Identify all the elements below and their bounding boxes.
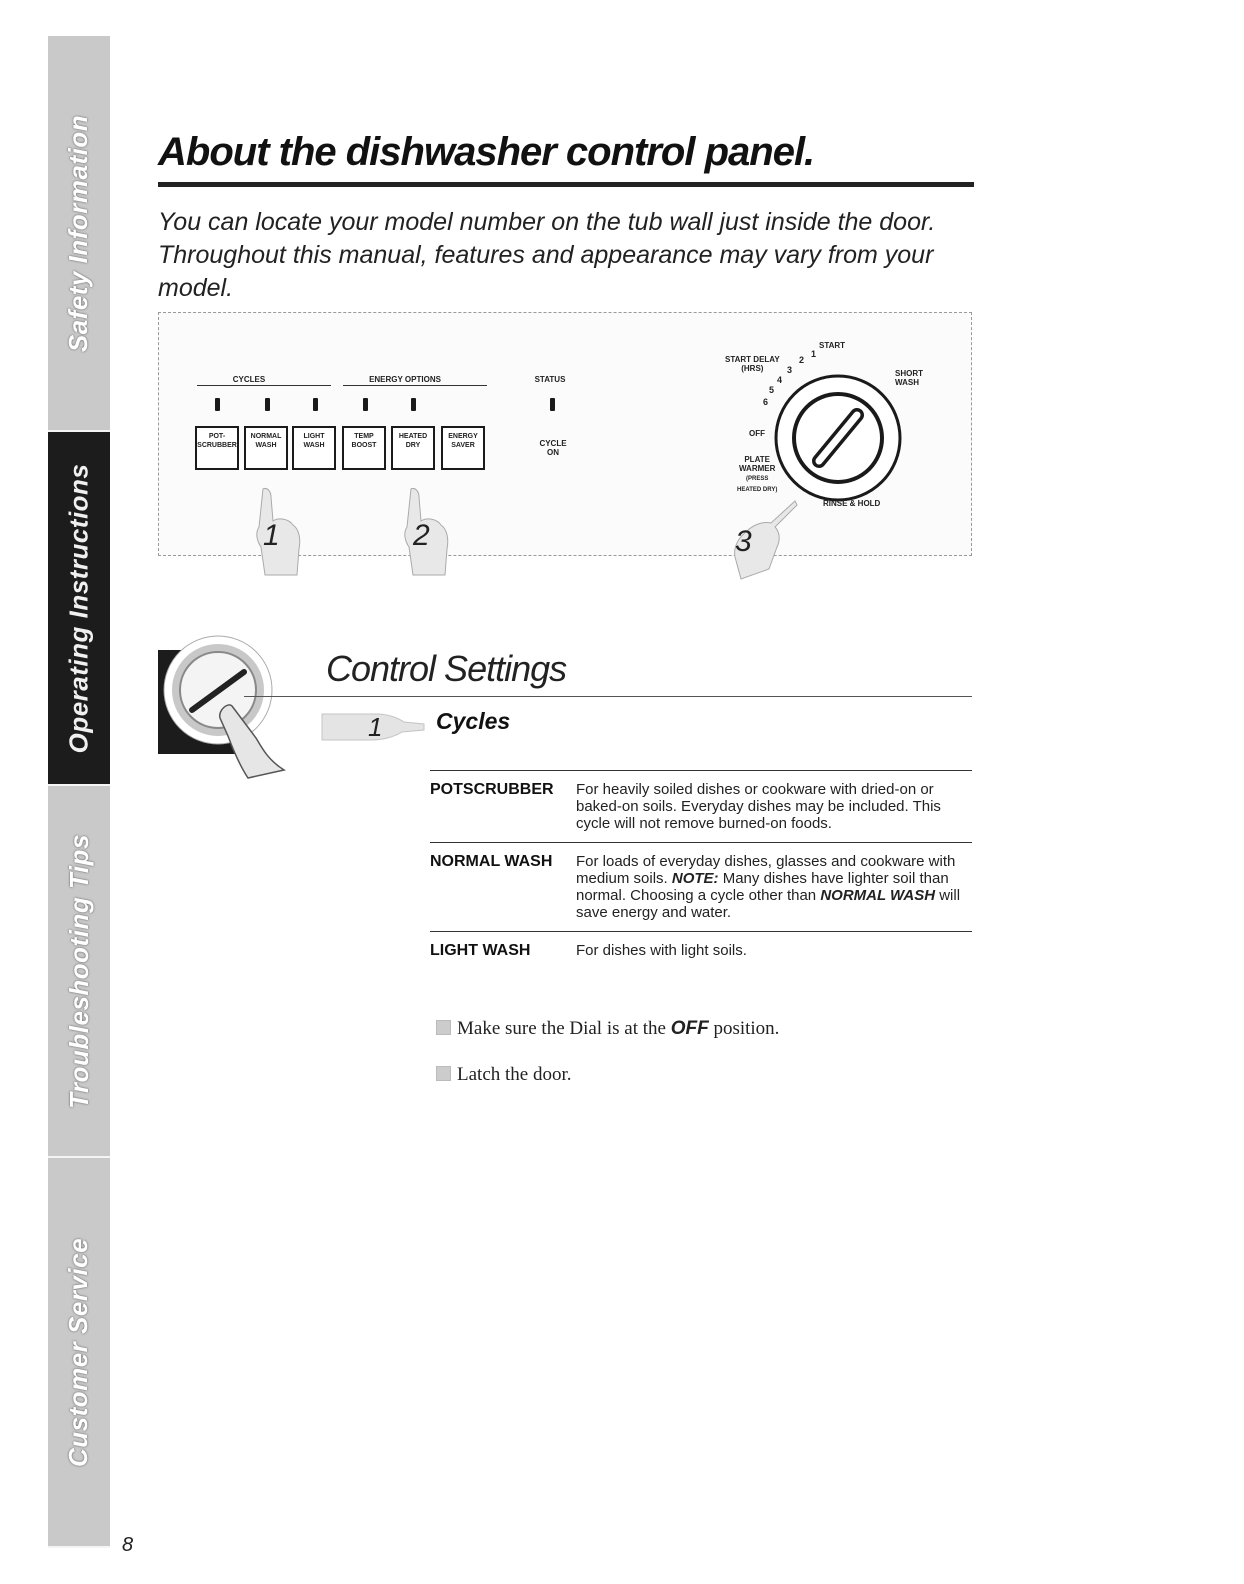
- button-line: DRY: [405, 442, 421, 449]
- hand-number-2: 2: [413, 519, 430, 552]
- energy-group-line: [343, 385, 487, 386]
- pointer-number: 1: [368, 712, 383, 742]
- start-delay-line: (HRS): [741, 364, 764, 373]
- cycles-table: [430, 770, 972, 970]
- page-title: About the dishwasher control panel.: [158, 130, 815, 174]
- status-label: STATUS: [534, 375, 566, 384]
- desc-text: Many dishes have lighter soil than normal. Choosing a cycle other than: [576, 870, 949, 904]
- desc-text: will save energy and water.: [576, 887, 961, 921]
- dial-plate-warmer-label: [737, 455, 777, 495]
- energy-group-label: ENERGY OPTIONS: [369, 375, 441, 384]
- control-settings-title: Control Settings: [326, 648, 567, 689]
- dial-delay-number: 1: [811, 349, 817, 359]
- tab-customer-service[interactable]: [48, 1158, 110, 1548]
- cycle-on-label: [535, 439, 571, 457]
- intro-line-1: You can locate your model number on the tub wall just inside the door.: [158, 208, 936, 236]
- indicator-light: [363, 398, 368, 411]
- cycle-description: For dishes with light soils.: [576, 942, 747, 959]
- control-panel-illustration: [158, 312, 972, 556]
- tab-operating-instructions[interactable]: [48, 432, 110, 786]
- step-2: [436, 1064, 572, 1086]
- section-sidebar: [48, 36, 110, 1546]
- button-line: SCRUBBER: [197, 442, 237, 449]
- desc-text: For loads of everyday dishes, glasses and cookware with medium soils.: [576, 853, 956, 887]
- potscrubber-button[interactable]: [195, 426, 239, 470]
- hand-number-3: 3: [735, 525, 752, 558]
- tab-safety-information[interactable]: [48, 36, 110, 432]
- start-delay-line: START DELAY: [725, 355, 780, 364]
- plate-warmer-line: HEATED DRY): [737, 487, 778, 493]
- step-bullet-icon: [436, 1066, 451, 1081]
- button-line: ENERGY: [448, 433, 478, 440]
- dial-delay-number: 6: [763, 397, 769, 407]
- tab-label: Operating Instructions: [63, 463, 94, 753]
- dial-delay-number: 2: [799, 355, 805, 365]
- step-1: [436, 1018, 779, 1040]
- cycles-group-label: CYCLES: [232, 375, 266, 384]
- indicator-light: [265, 398, 270, 411]
- status-light: [550, 398, 555, 411]
- button-line: NORMAL: [250, 433, 282, 440]
- button-line: SAVER: [451, 442, 475, 449]
- button-line: WASH: [255, 442, 277, 449]
- tab-troubleshooting-tips[interactable]: [48, 786, 110, 1158]
- button-line: WASH: [303, 442, 325, 449]
- intro-text: [158, 206, 998, 305]
- title-divider: [158, 182, 974, 187]
- button-line: BOOST: [351, 442, 377, 449]
- table-row: [430, 770, 972, 842]
- control-settings-rule: [244, 696, 972, 697]
- dial-short-wash-label: [895, 369, 923, 387]
- cycle-description: For heavily soiled dishes or cookware with dried-on or baked-on soils. Everyday dishes may be included. This cycle will not remove burned-on foods.: [576, 781, 941, 832]
- cycles-group-line: [197, 385, 331, 386]
- plate-warmer-line: (PRESS: [746, 476, 769, 482]
- dial-rinse-hold-label: RINSE & HOLD: [823, 499, 881, 508]
- hand-number-1: 1: [263, 519, 280, 552]
- tab-label: Safety Information: [63, 114, 94, 352]
- step-text: Latch the door.: [457, 1064, 572, 1085]
- cycle-description: [576, 853, 968, 921]
- cycle-on-line: CYCLE: [539, 439, 567, 448]
- step-text: position.: [713, 1018, 780, 1039]
- short-wash-line: SHORT: [895, 369, 923, 378]
- temp-boost-button[interactable]: [342, 426, 386, 470]
- cycle-dial[interactable]: [773, 373, 903, 503]
- dial-delay-number: 3: [787, 365, 793, 375]
- pointing-hand-icon: [719, 499, 799, 583]
- cycle-name: NORMAL WASH: [430, 853, 553, 870]
- energy-saver-button[interactable]: [441, 426, 485, 470]
- indicator-light: [313, 398, 318, 411]
- plate-warmer-line: WARMER: [738, 464, 776, 473]
- indicator-light: [411, 398, 416, 411]
- control-dial-icon: [158, 620, 298, 780]
- button-line: HEATED: [398, 433, 428, 440]
- indicator-light: [215, 398, 220, 411]
- button-line: POT-: [208, 433, 226, 440]
- dial-delay-number: 4: [777, 375, 783, 385]
- heated-dry-button[interactable]: [391, 426, 435, 470]
- cycle-name: POTSCRUBBER: [430, 781, 554, 798]
- button-line: LIGHT: [303, 433, 325, 440]
- dial-start-delay-label: [725, 355, 780, 373]
- cycle-on-line: ON: [547, 448, 559, 457]
- note-label: NOTE:: [671, 870, 719, 887]
- dial-start-label: START: [819, 341, 846, 350]
- button-line: TEMP: [354, 433, 374, 440]
- tab-label: Customer Service: [63, 1237, 94, 1467]
- page-number: 8: [122, 1534, 134, 1556]
- light-wash-button[interactable]: [292, 426, 336, 470]
- cycle-name: LIGHT WASH: [430, 942, 531, 959]
- table-row: [430, 842, 972, 931]
- dial-off-label: OFF: [749, 429, 765, 438]
- normal-wash-button[interactable]: [244, 426, 288, 470]
- intro-line-2: Throughout this manual, features and appearance may vary from your model.: [158, 241, 934, 302]
- step-bullet-icon: [436, 1020, 451, 1035]
- tab-label: Troubleshooting Tips: [63, 833, 94, 1109]
- table-row: [430, 931, 972, 970]
- desc-emphasis: NORMAL WASH: [820, 887, 936, 904]
- step-text: Make sure the Dial is at the: [457, 1018, 666, 1039]
- plate-warmer-line: PLATE: [744, 455, 770, 464]
- step-emphasis: OFF: [670, 1018, 709, 1039]
- cycles-heading: Cycles: [436, 708, 511, 734]
- short-wash-line: WASH: [895, 378, 919, 387]
- dial-delay-number: 5: [769, 385, 775, 395]
